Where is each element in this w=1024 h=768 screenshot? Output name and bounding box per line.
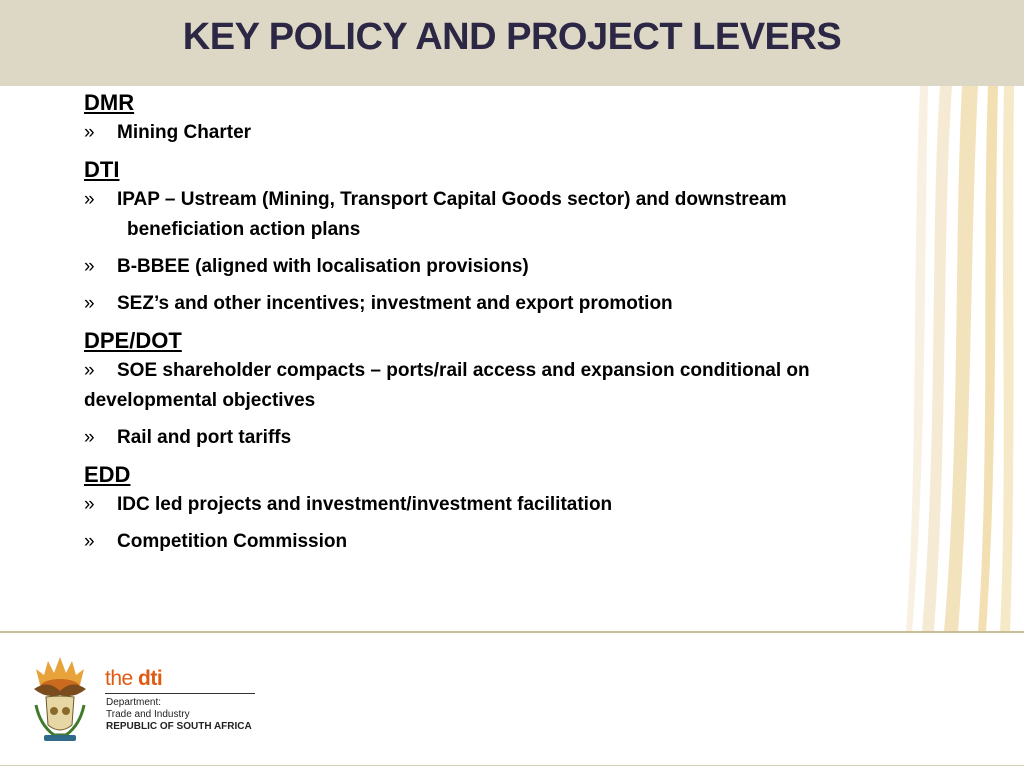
bullet-item: [84, 423, 924, 453]
bullet-item: [84, 490, 924, 520]
bullet-text: IPAP – Ustream (Mining, Transport Capital Goods sector) and downstream: [117, 189, 787, 210]
coat-of-arms-icon: [34, 657, 86, 741]
bullet-item: [84, 252, 924, 282]
brand-rule: [105, 693, 255, 694]
dept-line-1: Department:: [106, 697, 162, 708]
brand-wordmark: [105, 667, 162, 691]
bullet-glyph: »: [84, 256, 95, 277]
bullet-text: Competition Commission: [117, 531, 348, 552]
bullet-glyph: »: [84, 122, 95, 143]
bullet-glyph: »: [84, 427, 95, 448]
bullet-text: IDC led projects and investment/investment facilitation: [117, 494, 613, 515]
bullet-glyph: »: [84, 293, 95, 314]
bullet-text: SEZ’s and other incentives; investment and export promotion: [117, 293, 673, 314]
bullet-text: Mining Charter: [117, 122, 252, 143]
bullet-item: [84, 527, 924, 557]
section-heading: DPE/DOT: [84, 328, 182, 353]
bullet-text: Rail and port tariffs: [117, 427, 292, 448]
bullet-text: SOE shareholder compacts – ports/rail access and expansion conditional on: [117, 360, 810, 381]
bullet-glyph: »: [84, 360, 95, 381]
footer-divider: [0, 631, 1024, 633]
bullet-glyph: »: [84, 494, 95, 515]
bullet-text-continuation: developmental objectives: [84, 390, 316, 411]
brand-name: dti: [138, 667, 163, 690]
bullet-item: [84, 185, 924, 245]
dept-line-2: Trade and Industry: [106, 709, 190, 720]
section-heading: EDD: [84, 462, 131, 487]
brand-prefix: the: [105, 667, 133, 690]
department-text: [106, 697, 252, 733]
bullet-glyph: »: [84, 189, 95, 210]
bullet-text-continuation: beneficiation action plans: [127, 219, 361, 240]
bullet-glyph: »: [84, 531, 95, 552]
bullet-item: [84, 356, 924, 416]
section-heading: DTI: [84, 157, 120, 182]
bullet-item: [84, 289, 924, 319]
bottom-divider: [0, 765, 1024, 766]
bullet-text: B-BBEE (aligned with localisation provisions): [117, 256, 529, 277]
slide-title: KEY POLICY AND PROJECT LEVERS: [182, 16, 842, 58]
dept-line-3: REPUBLIC OF SOUTH AFRICA: [106, 721, 252, 732]
bullet-item: [84, 118, 924, 148]
slide-content: [84, 86, 924, 564]
section-heading: DMR: [84, 90, 135, 115]
